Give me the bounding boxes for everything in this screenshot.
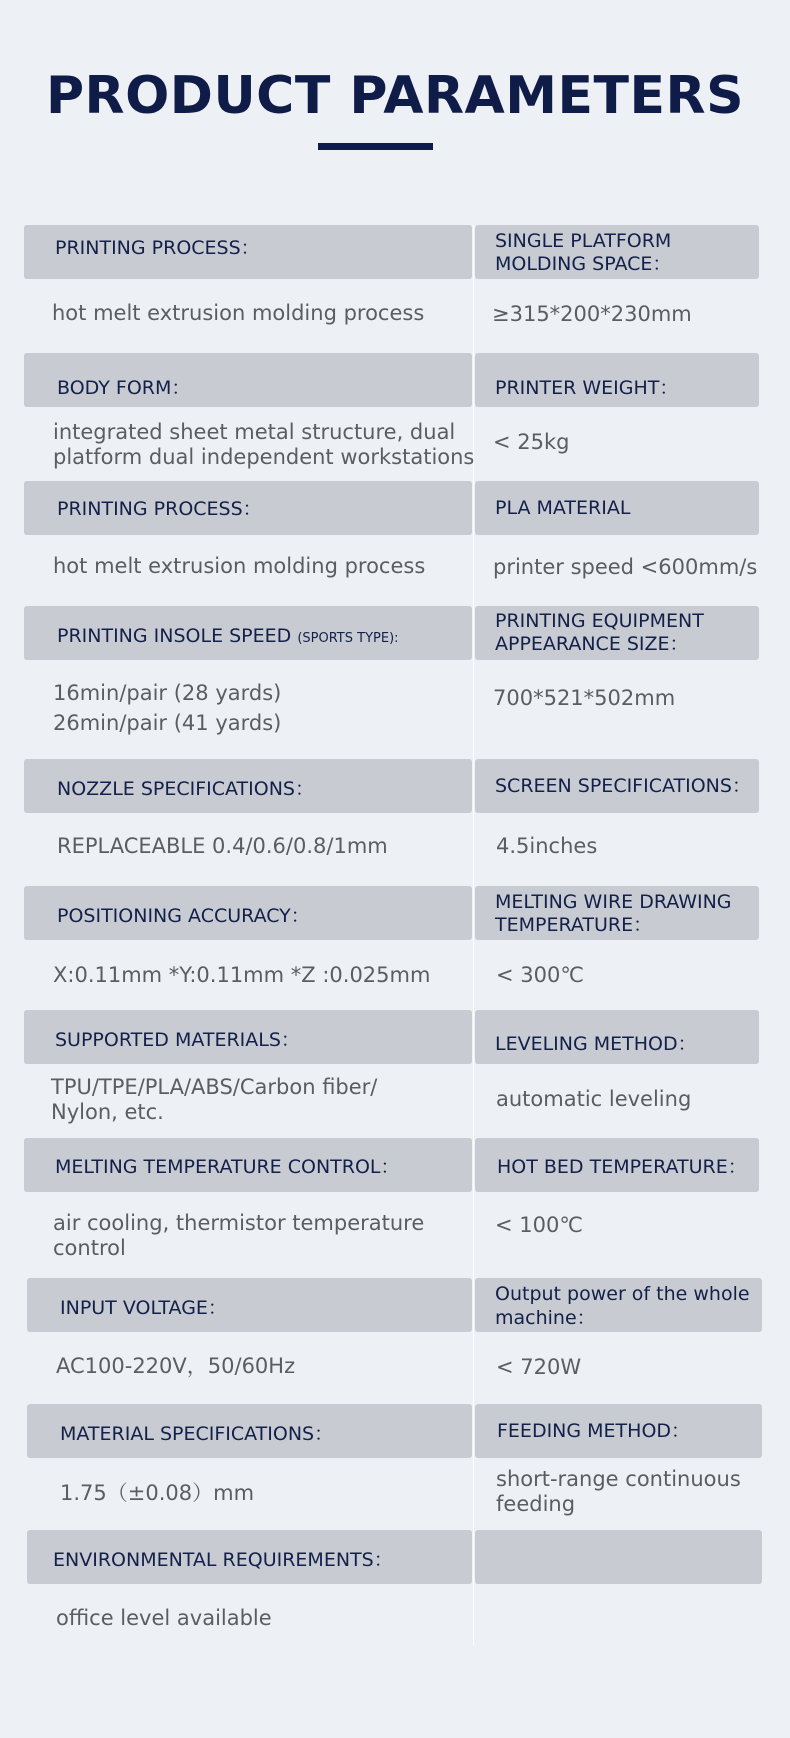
melting-wire-value: < 300℃ [496, 963, 584, 987]
printer-speed-value: printer speed <600mm/s [493, 555, 758, 579]
row-10-right-header [475, 1530, 762, 1584]
hot-bed-temp-label: HOT BED TEMPERATURE： [497, 1156, 747, 1178]
melting-wire-label-2: TEMPERATURE： [495, 914, 653, 936]
printing-process-value-2: hot melt extrusion molding process [53, 554, 426, 578]
insole-speed-value-2: 26min/pair (41 yards) [53, 711, 282, 735]
melting-temp-control-value-1: air cooling, thermistor temperature [53, 1211, 425, 1235]
supported-materials-label: SUPPORTED MATERIALS： [55, 1029, 300, 1051]
single-platform-label-1: SINGLE PLATFORM [495, 230, 672, 252]
input-voltage-value: AC100-220V，50/60Hz [56, 1354, 296, 1378]
column-divider [473, 225, 474, 1645]
body-form-label: BODY FORM： [57, 377, 191, 399]
leveling-method-value: automatic leveling [496, 1087, 692, 1111]
environmental-req-label: ENVIRONMENTAL REQUIREMENTS： [53, 1549, 393, 1571]
insole-speed-label-small: (SPORTS TYPE): [297, 631, 399, 646]
material-spec-value: 1.75（±0.08）mm [60, 1481, 255, 1505]
molding-space-value: ≥315*200*230mm [492, 302, 692, 326]
screen-spec-value: 4.5inches [496, 834, 598, 858]
page-title: PRODUCT PARAMETERS [45, 66, 745, 126]
positioning-accuracy-value: X:0.11mm *Y:0.11mm *Z :0.025mm [53, 963, 431, 987]
melting-wire-label-1: MELTING WIRE DRAWING [495, 891, 732, 913]
screen-spec-label: SCREEN SPECIFICATIONS： [495, 775, 751, 797]
feeding-method-value-1: short-range continuous [496, 1467, 741, 1491]
printing-process-label-2: PRINTING PROCESS： [57, 498, 262, 520]
title-underline [318, 143, 433, 150]
material-spec-label: MATERIAL SPECIFICATIONS： [60, 1423, 334, 1445]
feeding-method-label: FEEDING METHOD： [497, 1420, 691, 1442]
output-power-value: < 720W [496, 1355, 582, 1379]
environmental-req-value: office level available [56, 1606, 272, 1630]
supported-materials-value-2: Nylon, etc. [51, 1100, 164, 1124]
hot-bed-temp-value: < 100℃ [495, 1213, 583, 1237]
feeding-method-value-2: feeding [496, 1492, 576, 1516]
nozzle-spec-label: NOZZLE SPECIFICATIONS： [57, 778, 314, 800]
leveling-method-label: LEVELING METHOD： [495, 1033, 697, 1055]
equipment-size-value: 700*521*502mm [493, 686, 676, 710]
output-power-label-1: Output power of the whole [495, 1283, 750, 1305]
nozzle-spec-value: REPLACEABLE 0.4/0.6/0.8/1mm [57, 834, 388, 858]
printer-weight-label: PRINTER WEIGHT： [495, 377, 679, 399]
printer-weight-value: < 25kg [493, 430, 570, 454]
printing-process-value: hot melt extrusion molding process [52, 301, 425, 325]
equipment-size-label-2: APPEARANCE SIZE： [495, 633, 689, 655]
supported-materials-value-1: TPU/TPE/PLA/ABS/Carbon fiber/ [51, 1075, 378, 1099]
body-form-value-1: integrated sheet metal structure, dual [53, 420, 456, 444]
printing-process-label: PRINTING PROCESS： [55, 237, 260, 259]
pla-material-label: PLA MATERIAL [495, 497, 631, 519]
single-platform-label-2: MOLDING SPACE： [495, 253, 672, 275]
body-form-value-2: platform dual independent workstations [53, 445, 475, 469]
insole-speed-label [57, 624, 399, 651]
melting-temp-control-label: MELTING TEMPERATURE CONTROL： [55, 1156, 400, 1178]
insole-speed-value-1: 16min/pair (28 yards) [53, 681, 282, 705]
input-voltage-label: INPUT VOLTAGE： [60, 1297, 227, 1319]
insole-speed-label-main: PRINTING INSOLE SPEED [57, 625, 292, 647]
melting-temp-control-value-2: control [53, 1236, 126, 1260]
equipment-size-label-1: PRINTING EQUIPMENT [495, 610, 704, 632]
positioning-accuracy-label: POSITIONING ACCURACY： [57, 905, 310, 927]
output-power-label-2: machine： [495, 1307, 596, 1329]
